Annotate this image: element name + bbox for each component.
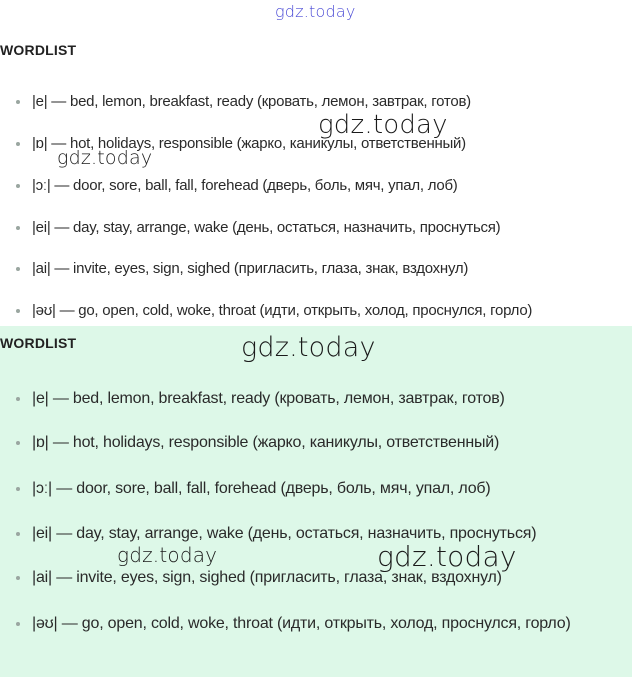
watermark-text: gdz.today xyxy=(318,110,448,140)
list-item-text: |ai| — invite, eyes, sign, sighed (пригласить, глаза, знак, вздохнул) xyxy=(32,569,502,586)
list-item xyxy=(16,176,626,196)
list-item xyxy=(16,523,626,545)
list-item-text: |e| — bed, lemon, breakfast, ready (кровать, лемон, завтрак, готов) xyxy=(32,390,505,407)
bullet-icon xyxy=(16,532,20,536)
bullet-icon xyxy=(16,397,20,401)
bullet-icon xyxy=(16,441,20,445)
watermark-text: gdz.today xyxy=(57,147,153,169)
list-item-text: |ai| — invite, eyes, sign, sighed (пригласить, глаза, знак, вздохнул) xyxy=(32,260,469,277)
list-item xyxy=(16,92,626,112)
list-item-text: |ei| — day, stay, arrange, wake (день, остаться, назначить, проснуться) xyxy=(32,525,537,542)
list-item-text: |ɒ| — hot, holidays, responsible (жарко, каникулы, ответственный) xyxy=(32,135,466,152)
watermark-text: gdz.today xyxy=(275,2,356,21)
bullet-icon xyxy=(16,487,20,491)
bullet-icon xyxy=(16,100,20,104)
watermark-text: gdz.today xyxy=(117,543,218,567)
list-item-text: |e| — bed, lemon, breakfast, ready (кровать, лемон, завтрак, готов) xyxy=(32,93,471,110)
wordlist-heading: WORDLIST xyxy=(0,42,77,58)
bullet-icon xyxy=(16,267,20,271)
list-item-text: |əʊ| — go, open, cold, woke, throat (идти, открыть, холод, проснулся, горло) xyxy=(32,615,571,632)
bullet-icon xyxy=(16,226,20,230)
list-item-text: |ɒ| — hot, holidays, responsible (жарко, каникулы, ответственный) xyxy=(32,434,500,451)
list-item xyxy=(16,218,626,238)
bullet-icon xyxy=(16,576,20,580)
list-item-text: |əʊ| — go, open, cold, woke, throat (идти, открыть, холод, проснулся, горло) xyxy=(32,302,533,319)
list-item-text: |ɔː| — door, sore, ball, fall, forehead (дверь, боль, мяч, упал, лоб) xyxy=(32,480,491,497)
list-item xyxy=(16,259,626,279)
list-item-text: |ɔː| — door, sore, ball, fall, forehead (дверь, боль, мяч, упал, лоб) xyxy=(32,177,458,194)
wordlist-heading: WORDLIST xyxy=(0,335,77,351)
list-item xyxy=(16,478,626,500)
list-item xyxy=(16,301,626,321)
list-item xyxy=(16,388,626,410)
bullet-icon xyxy=(16,309,20,313)
list-item-text: |ei| — day, stay, arrange, wake (день, остаться, назначить, проснуться) xyxy=(32,219,501,236)
watermark-text: gdz.today xyxy=(241,332,376,363)
list-item xyxy=(16,567,626,589)
bullet-icon xyxy=(16,184,20,188)
wordlist-section-bottom xyxy=(0,326,632,677)
watermark-text: gdz.today xyxy=(377,540,517,573)
bullet-icon xyxy=(16,622,20,626)
bullet-icon xyxy=(16,142,20,146)
list-item xyxy=(16,613,626,635)
list-item xyxy=(16,432,626,454)
